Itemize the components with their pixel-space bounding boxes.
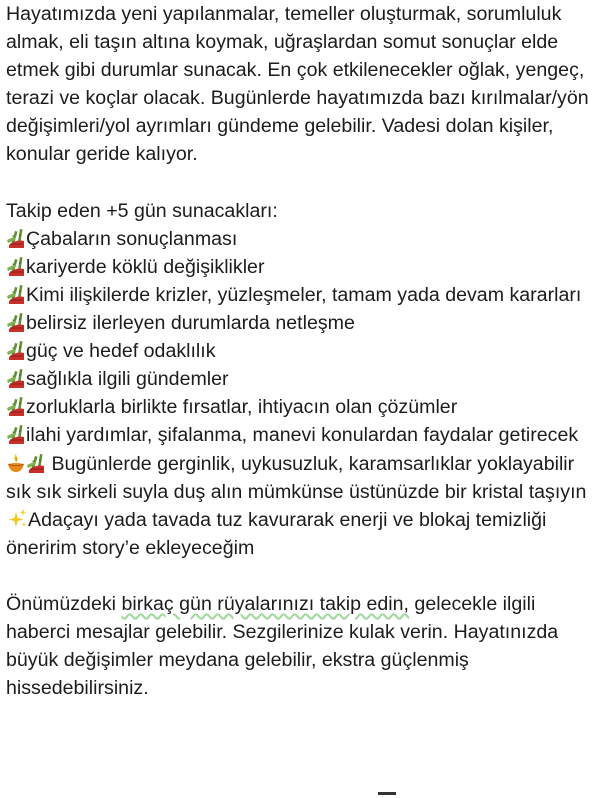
intro-paragraph: Hayatımızda yeni yapılanmalar, temeller oluşturmak, sorumluluk almak, eli taşın altına koymak, uğraşlardan somut sonuçlar elde etmek gibi durumlar sunacak. En çok etkilenecekler oğlak, yengeç, terazi ve koçlar olacak. Bugünlerde hayatımızda bazı kırılmalar/yön değişimleri/yol ayrımları gündeme gelebilir. Vadesi dolan kişiler, konular geride kalıyor. <box>6 3 589 166</box>
bamboo-kadomatsu-icon <box>6 255 26 277</box>
list-item: zorluklarla birlikte fırsatlar, ihtiyacın olan çözümler <box>6 393 596 421</box>
list-heading: Takip eden +5 gün sunacakları: <box>6 199 278 222</box>
list-item: belirsiz ilerleyen durumlarda netleşme <box>6 309 596 337</box>
spellcheck-underlined-text: birkaç gün rüyalarınızı takip edin, <box>121 592 409 615</box>
list-item: kariyerde köklü değişiklikler <box>6 253 596 281</box>
diya-lamp-icon <box>6 452 26 474</box>
bamboo-kadomatsu-icon <box>26 452 46 474</box>
blank-line <box>6 169 596 197</box>
bamboo-kadomatsu-icon <box>6 367 26 389</box>
bamboo-kadomatsu-icon <box>6 339 26 361</box>
list-item: ilahi yardımlar, şifalanma, manevi konulardan faydalar getirecek <box>6 421 596 449</box>
list-item: Kimi ilişkilerde krizler, yüzleşmeler, tamam yada devam kararları <box>6 281 596 309</box>
bamboo-kadomatsu-icon <box>6 423 26 445</box>
bamboo-kadomatsu-icon <box>6 227 26 249</box>
blank-line <box>6 562 596 590</box>
bamboo-kadomatsu-icon <box>6 395 26 417</box>
bamboo-kadomatsu-icon <box>6 283 26 305</box>
warning-paragraph: Bugünlerde gerginlik, uykusuzluk, karamsarlıklar yoklayabilir sık sık sirkeli suyla duş alın mümkünse üstünüzde bir kristal taşıyın Adaçayı yada tavada tuz kavurarak enerji ve blokaj temizliği öneririm story’e ekleyeceğim <box>6 452 587 559</box>
dreams-paragraph: Önümüzdeki birkaç gün rüyalarınızı takip edin, gelecekle ilgili haberci mesajlar gelebilir. Sezgilerinize kulak verin. Hayatınızda büyük değişimler meydana gelebilir, ekstra güçlenmiş hissedebilirsiniz. <box>6 592 559 700</box>
bamboo-kadomatsu-icon <box>6 311 26 333</box>
list-item: güç ve hedef odaklılık <box>6 337 596 365</box>
list-item: Çabaların sonuçlanması <box>6 225 596 253</box>
sparkles-icon <box>8 508 28 530</box>
list-item: sağlıkla ilgili gündemler <box>6 365 596 393</box>
text-cursor-handle[interactable] <box>378 792 396 795</box>
forecast-list <box>6 225 596 450</box>
